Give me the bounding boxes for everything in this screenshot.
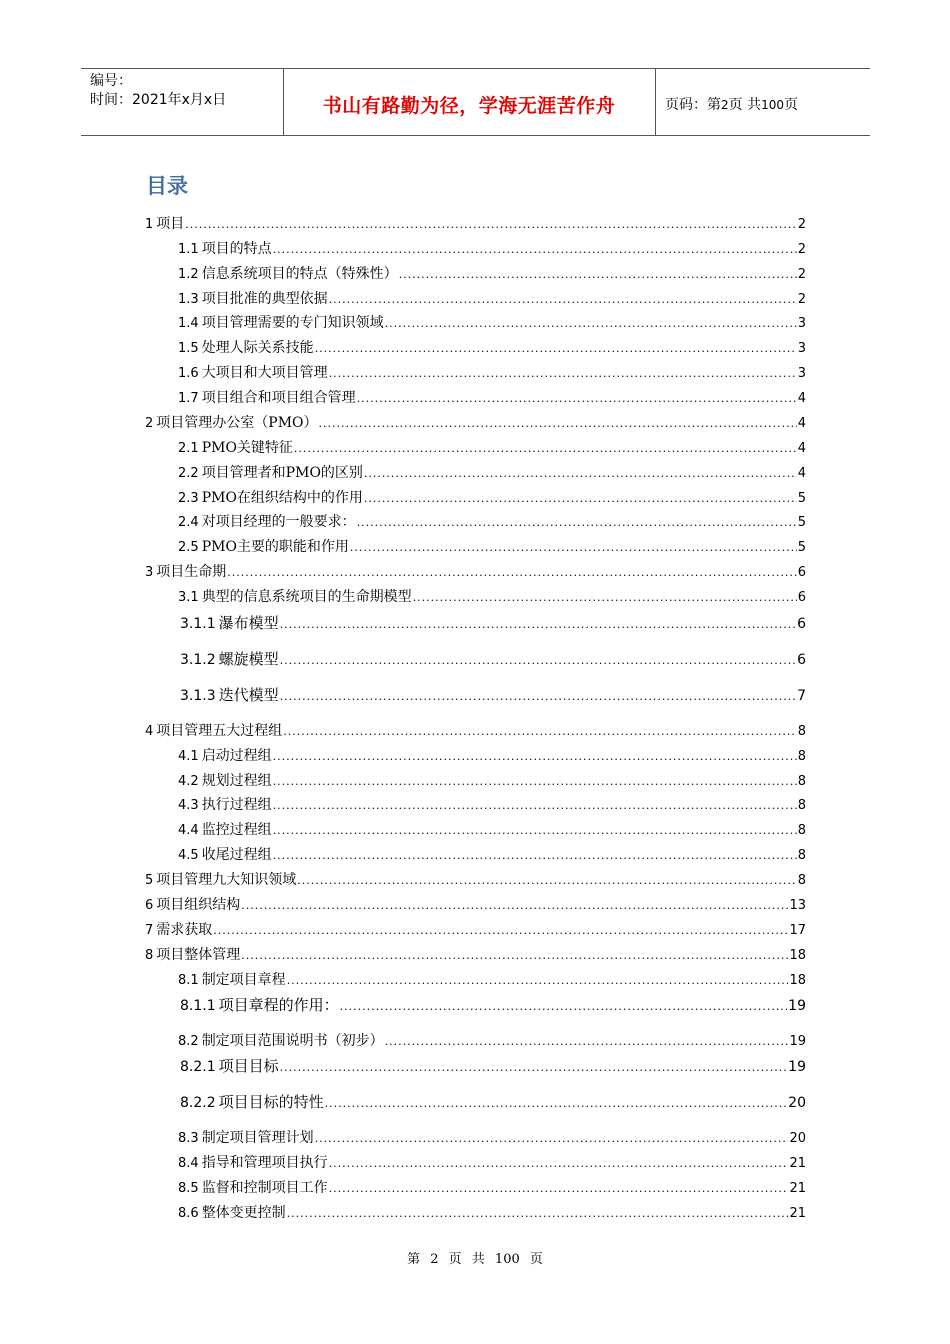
toc-dot-leader	[185, 218, 796, 231]
toc-entry[interactable]	[178, 819, 806, 839]
toc-entry[interactable]	[145, 944, 806, 964]
toc-dot-leader	[340, 1000, 788, 1013]
toc-entry-number: 3.1	[178, 590, 199, 605]
toc-entry-number: 1.3	[178, 292, 199, 307]
toc-dot-leader	[329, 1182, 789, 1195]
toc-entry-page: 6	[797, 616, 806, 632]
toc-entry[interactable]	[180, 612, 806, 633]
document-number-label: 编号：	[90, 73, 132, 89]
toc-entry-number: 4.3	[178, 798, 199, 813]
toc-entry-number: 4	[145, 724, 154, 739]
toc-entry-page: 6	[797, 565, 806, 580]
toc-dot-leader	[413, 591, 797, 604]
toc-dot-leader	[329, 1157, 789, 1170]
toc-entry-page: 18	[789, 948, 806, 963]
toc-entry-label: PMO主要的职能和作用	[201, 539, 349, 555]
toc-dot-leader	[227, 566, 796, 579]
toc-dot-leader	[280, 1061, 788, 1074]
toc-entry-page: 8	[797, 823, 806, 838]
page-prefix: 页码：第	[665, 97, 721, 113]
toc-entry[interactable]	[178, 745, 806, 765]
toc-dot-leader	[283, 725, 796, 738]
toc-entry[interactable]	[178, 1202, 806, 1222]
toc-entry-label: 规划过程组	[201, 773, 272, 789]
toc-entry-page: 13	[789, 898, 806, 913]
toc-entry[interactable]	[178, 362, 806, 382]
toc-entry-number: 3	[145, 565, 154, 580]
toc-entry[interactable]	[178, 511, 806, 531]
toc-entry[interactable]	[180, 1091, 806, 1112]
toc-entry-page: 6	[797, 652, 806, 668]
page-mid: 页 共	[728, 97, 762, 113]
toc-dot-leader	[350, 541, 797, 554]
toc-entry-page: 2	[797, 217, 806, 232]
toc-entry-label: 制定项目管理计划	[201, 1130, 314, 1146]
toc-entry-label: 项目组织结构	[156, 897, 241, 913]
toc-entry-number: 1.4	[178, 316, 199, 331]
toc-entry-number: 8.1	[178, 973, 199, 988]
toc-dot-leader	[364, 467, 797, 480]
toc-entry-number: 7	[145, 923, 154, 938]
toc-dot-leader	[273, 750, 797, 763]
toc-entry-page: 6	[797, 590, 806, 605]
toc-entry-number: 8.5	[178, 1181, 199, 1196]
toc-entry-number: 3.1.2	[180, 652, 216, 668]
toc-dot-leader	[280, 654, 796, 667]
toc-entry-number: 8.4	[178, 1156, 199, 1171]
toc-entry-page: 20	[789, 1131, 806, 1146]
toc-dot-leader	[315, 342, 797, 355]
toc-entry-page: 4	[797, 416, 806, 431]
toc-entry-page: 20	[788, 1095, 806, 1111]
toc-entry-page: 7	[797, 688, 806, 704]
toc-entry[interactable]	[145, 869, 806, 889]
toc-entry-number: 2.2	[178, 466, 199, 481]
toc-dot-leader	[273, 824, 797, 837]
page-footer: 第 2 页 共 100 页	[407, 1252, 543, 1267]
toc-entry-number: 3.1.1	[180, 616, 216, 632]
toc-dot-leader	[273, 775, 797, 788]
toc-entry[interactable]	[178, 770, 806, 790]
page-total: 100	[761, 98, 784, 112]
toc-entry-page: 21	[789, 1156, 806, 1171]
toc-entry-page: 4	[797, 466, 806, 481]
toc-entry-page: 5	[797, 515, 806, 530]
toc-entry-label: 项目	[156, 216, 185, 232]
toc-entry-page: 3	[797, 366, 806, 381]
toc-entry-label: 制定项目范围说明书（初步）	[201, 1033, 384, 1049]
toc-entry-label: 信息系统项目的特点（特殊性）	[201, 266, 398, 282]
toc-entry-label: 项目管理办公室（PMO）	[156, 415, 318, 431]
toc-entry[interactable]	[178, 462, 806, 482]
toc-dot-leader	[213, 924, 788, 937]
toc-entry-page: 5	[797, 540, 806, 555]
toc-dot-leader	[280, 690, 796, 703]
toc-entry-page: 19	[788, 998, 806, 1014]
toc-entry-page: 8	[797, 749, 806, 764]
toc-dot-leader	[273, 799, 797, 812]
toc-entry-page: 3	[797, 316, 806, 331]
toc-entry-label: 瀑布模型	[218, 614, 279, 632]
toc-entry[interactable]	[178, 437, 806, 457]
toc-entry-label: 项目生命期	[156, 564, 227, 580]
toc-entry-label: 处理人际关系技能	[201, 340, 314, 356]
toc-entry-label: 迭代模型	[218, 686, 279, 704]
toc-entry-label: 指导和管理项目执行	[201, 1155, 328, 1171]
page-current: 2	[721, 98, 729, 112]
toc-entry-number: 2.3	[178, 491, 199, 506]
toc-entry[interactable]	[145, 720, 806, 740]
toc-entry[interactable]	[178, 536, 806, 556]
toc-title: 目录	[146, 174, 188, 198]
toc-entry-number: 8.2.2	[180, 1095, 216, 1111]
toc-entry[interactable]	[178, 586, 806, 606]
toc-entry[interactable]	[145, 412, 806, 432]
toc-entry-label: 项目组合和项目组合管理	[201, 390, 356, 406]
toc-entry-page: 19	[789, 1034, 806, 1049]
toc-entry[interactable]	[178, 1030, 806, 1050]
toc-entry-number: 4.2	[178, 774, 199, 789]
toc-entry-label: 项目批准的典型依据	[201, 291, 328, 307]
toc-dot-leader	[273, 243, 797, 256]
toc-entry-label: 需求获取	[156, 922, 213, 938]
toc-entry-label: 启动过程组	[201, 748, 272, 764]
toc-entry[interactable]	[180, 684, 806, 705]
toc-entry-page: 8	[797, 798, 806, 813]
toc-entry-label: 执行过程组	[201, 797, 272, 813]
toc-entry-page: 17	[789, 923, 806, 938]
toc-entry-page: 2	[797, 242, 806, 257]
toc-entry-number: 3.1.3	[180, 688, 216, 704]
toc-entry-label: 螺旋模型	[218, 650, 279, 668]
toc-dot-leader	[364, 492, 797, 505]
toc-entry-page: 21	[789, 1181, 806, 1196]
toc-entry-label: 项目的特点	[201, 241, 272, 257]
toc-entry-label: 项目管理需要的专门知识领域	[201, 315, 384, 331]
toc-entry-label: 项目管理者和PMO的区别	[201, 465, 363, 481]
toc-entry-page: 8	[797, 724, 806, 739]
toc-entry-label: 项目目标	[218, 1057, 279, 1075]
toc-entry-number: 8.6	[178, 1206, 199, 1221]
toc-entry-number: 8.3	[178, 1131, 199, 1146]
toc-dot-leader	[329, 367, 797, 380]
toc-entry[interactable]	[178, 337, 806, 357]
toc-entry-page: 2	[797, 292, 806, 307]
toc-entry-label: 对项目经理的一般要求：	[201, 514, 356, 530]
document-date: 时间：2021年x月x日	[90, 92, 227, 108]
toc-entry[interactable]	[178, 238, 806, 258]
toc-dot-leader	[329, 293, 797, 306]
toc-entry-label: 监督和控制项目工作	[201, 1180, 328, 1196]
toc-entry-page: 19	[788, 1059, 806, 1075]
toc-entry[interactable]	[145, 894, 806, 914]
toc-entry-label: 项目管理五大过程组	[156, 723, 283, 739]
toc-entry-page: 4	[797, 441, 806, 456]
toc-entry-number: 1.5	[178, 341, 199, 356]
toc-entry-label: PMO在组织结构中的作用	[201, 490, 363, 506]
toc-entry-number: 2.4	[178, 515, 199, 530]
toc-entry-page: 8	[797, 774, 806, 789]
toc-entry[interactable]	[180, 1055, 806, 1076]
toc-entry-number: 1	[145, 217, 154, 232]
toc-entry[interactable]	[178, 288, 806, 308]
toc-entry-number: 6	[145, 898, 154, 913]
toc-entry-number: 1.2	[178, 267, 199, 282]
toc-entry[interactable]	[180, 648, 806, 669]
toc-entry[interactable]	[178, 794, 806, 814]
toc-dot-leader	[280, 618, 796, 631]
toc-dot-leader	[287, 1207, 789, 1220]
toc-entry-number: 4.4	[178, 823, 199, 838]
toc-entry-label: 项目管理九大知识领域	[156, 872, 297, 888]
header-motto: 书山有路勤为径，学海无涯苦作舟	[322, 95, 616, 117]
toc-entry[interactable]	[145, 561, 806, 581]
toc-entry-number: 2	[145, 416, 154, 431]
toc-entry-label: 制定项目章程	[201, 972, 286, 988]
toc-dot-leader	[385, 317, 797, 330]
toc-entry-number: 8.1.1	[180, 998, 216, 1014]
toc-entry-number: 5	[145, 873, 154, 888]
toc-entry-label: 项目整体管理	[156, 947, 241, 963]
toc-entry[interactable]	[178, 1152, 806, 1172]
toc-entry-number: 1.1	[178, 242, 199, 257]
toc-entry-number: 4.1	[178, 749, 199, 764]
toc-entry-label: 整体变更控制	[201, 1205, 286, 1221]
toc-entry-page: 21	[789, 1206, 806, 1221]
toc-entry-page: 5	[797, 491, 806, 506]
toc-entry-page: 8	[797, 873, 806, 888]
toc-entry-label: 收尾过程组	[201, 847, 272, 863]
toc-entry[interactable]	[178, 312, 806, 332]
toc-dot-leader	[241, 949, 788, 962]
toc-entry[interactable]	[145, 919, 806, 939]
toc-entry-number: 4.5	[178, 848, 199, 863]
toc-entry-number: 2.5	[178, 540, 199, 555]
toc-dot-leader	[241, 899, 788, 912]
toc-entry-label: 典型的信息系统项目的生命期模型	[201, 589, 412, 605]
toc-entry[interactable]	[178, 1177, 806, 1197]
toc-entry-page: 18	[789, 973, 806, 988]
toc-entry-page: 2	[797, 267, 806, 282]
toc-entry-label: 项目章程的作用：	[218, 996, 339, 1014]
toc-entry-label: 大项目和大项目管理	[201, 365, 328, 381]
toc-entry[interactable]	[178, 387, 806, 407]
toc-entry-number: 1.7	[178, 391, 199, 406]
toc-dot-leader	[297, 874, 796, 887]
toc-dot-leader	[315, 1132, 789, 1145]
toc-entry-number: 8	[145, 948, 154, 963]
toc-entry[interactable]	[178, 969, 806, 989]
toc-entry[interactable]	[178, 1127, 806, 1147]
toc-entry-label: 项目目标的特性	[218, 1093, 324, 1111]
toc-dot-leader	[399, 268, 797, 281]
toc-entry-page: 4	[797, 391, 806, 406]
toc-entry[interactable]	[178, 487, 806, 507]
toc-dot-leader	[294, 442, 797, 455]
toc-dot-leader	[357, 516, 797, 529]
toc-entry[interactable]	[178, 844, 806, 864]
toc-dot-leader	[325, 1097, 788, 1110]
toc-entry[interactable]	[178, 263, 806, 283]
toc-entry-label: 监控过程组	[201, 822, 272, 838]
page-suffix: 页	[784, 97, 798, 113]
toc-entry-number: 2.1	[178, 441, 199, 456]
toc-entry-page: 8	[797, 848, 806, 863]
toc-entry-number: 8.2	[178, 1034, 199, 1049]
toc-entry-page: 3	[797, 341, 806, 356]
toc-entry-number: 1.6	[178, 366, 199, 381]
toc-entry[interactable]	[145, 213, 806, 233]
toc-entry-number: 8.2.1	[180, 1059, 216, 1075]
toc-dot-leader	[319, 417, 797, 430]
toc-dot-leader	[357, 392, 797, 405]
toc-dot-leader	[273, 849, 797, 862]
toc-dot-leader	[385, 1035, 789, 1048]
toc-entry[interactable]	[180, 994, 806, 1015]
toc-entry-label: PMO关键特征	[201, 440, 293, 456]
toc-dot-leader	[287, 974, 789, 987]
